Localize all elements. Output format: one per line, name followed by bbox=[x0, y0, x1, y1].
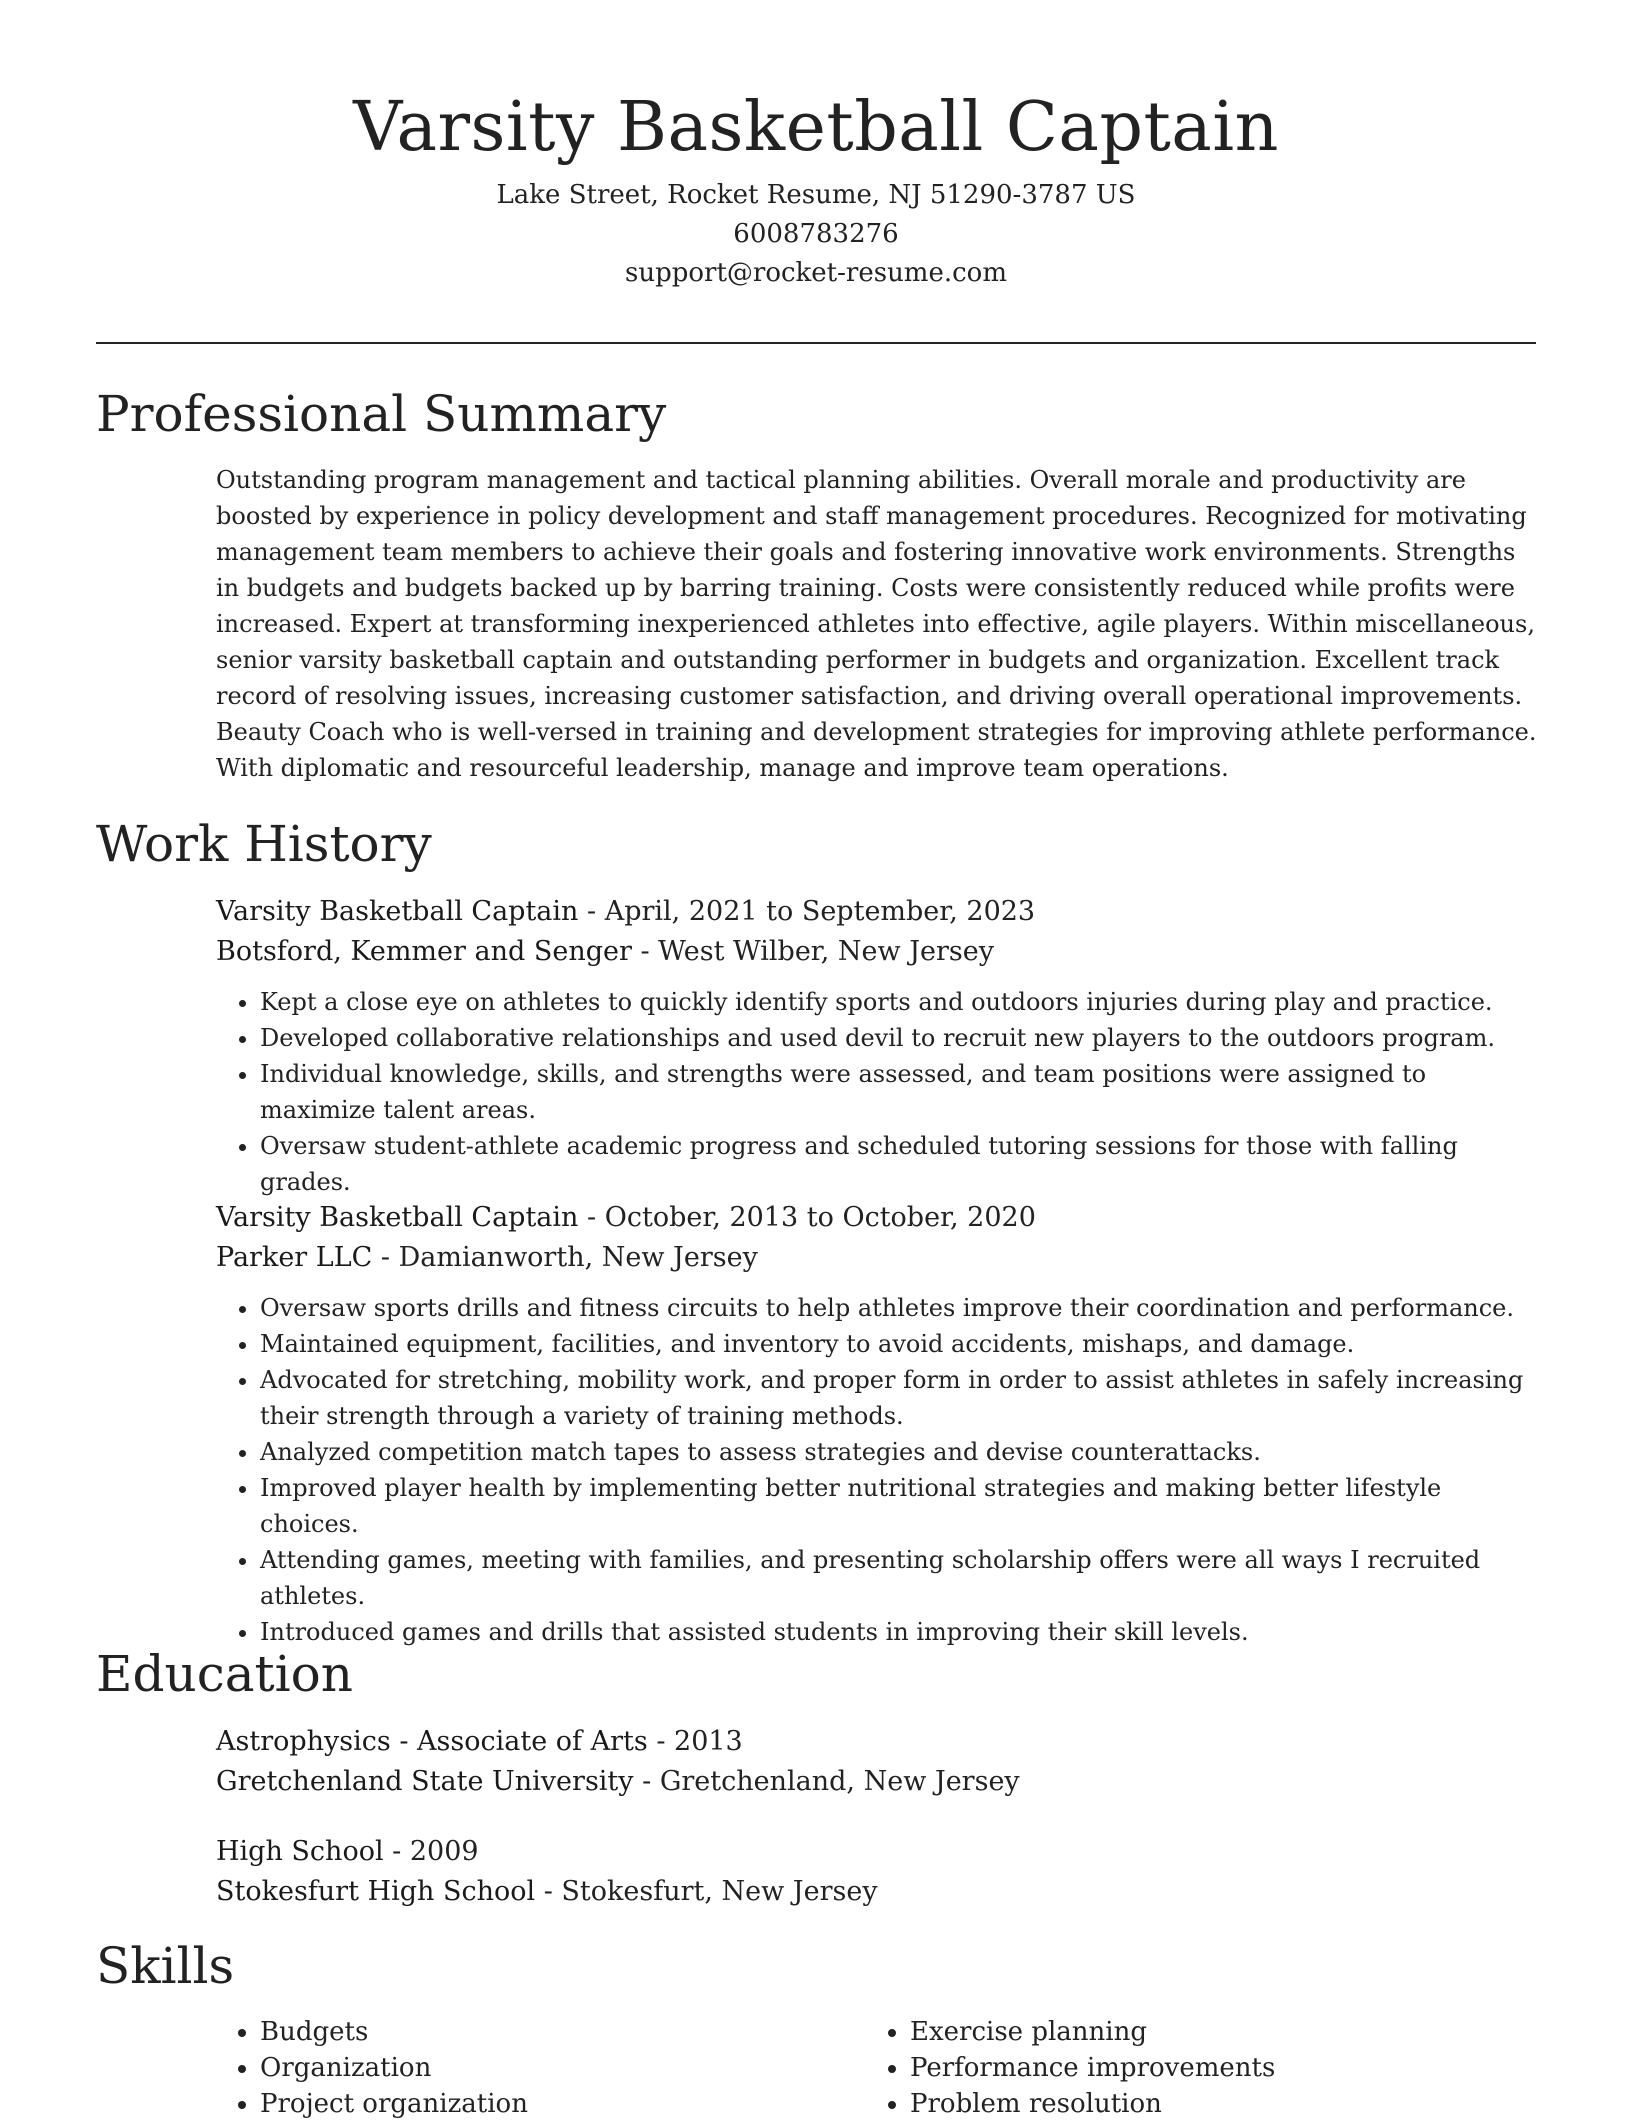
skill-item: • Budgets bbox=[260, 2014, 856, 2050]
list-item: • Oversaw student-athlete academic progress and scheduled tutoring sessions for those with falling grades. bbox=[260, 1128, 1540, 1200]
list-item: • Maintained equipment, facilities, and inventory to avoid accidents, mishaps, and damage. bbox=[260, 1326, 1540, 1362]
job-title: Varsity Basketball Captain bbox=[216, 896, 579, 927]
contact-phone: 6008783276 bbox=[733, 219, 899, 249]
job-company-line bbox=[216, 1238, 1540, 1278]
education-heading: Education bbox=[96, 1645, 353, 1703]
school-line bbox=[216, 1872, 1540, 1912]
skills-heading: Skills bbox=[96, 1937, 235, 1995]
contact-email: support@rocket-resume.com bbox=[624, 258, 1007, 288]
degree: Astrophysics - Associate of Arts bbox=[216, 1726, 648, 1757]
job-title: Varsity Basketball Captain bbox=[216, 1202, 579, 1233]
resume-header bbox=[0, 80, 1632, 293]
job-bullets bbox=[216, 1290, 1540, 1650]
school-location: - Stokesfurt, New Jersey bbox=[535, 1876, 878, 1907]
degree-line bbox=[216, 1832, 1540, 1872]
work-entry bbox=[216, 1198, 1540, 1650]
list-item: • Attending games, meeting with families, and presenting scholarship offers were all ways I recruited athletes. bbox=[260, 1542, 1540, 1614]
summary-heading: Professional Summary bbox=[96, 385, 667, 443]
list-item: • Individual knowledge, skills, and strengths were assessed, and team positions were assigned to maximize talent areas. bbox=[260, 1056, 1540, 1128]
job-dates: - October, 2013 to October, 2020 bbox=[578, 1202, 1036, 1233]
job-title-line bbox=[216, 1198, 1540, 1238]
list-item: • Introduced games and drills that assisted students in improving their skill levels. bbox=[260, 1614, 1540, 1650]
job-location: - West Wilber, New Jersey bbox=[631, 936, 995, 967]
school-name: Gretchenland State University bbox=[216, 1766, 634, 1797]
skill-item: • Performance improvements bbox=[910, 2050, 1506, 2086]
header-divider bbox=[96, 342, 1536, 344]
degree-year: - 2009 bbox=[383, 1836, 479, 1867]
skills-column-left bbox=[216, 2014, 856, 2122]
job-location: - Damianworth, New Jersey bbox=[372, 1242, 758, 1273]
list-item: • Improved player health by implementing better nutritional strategies and making better lifestyle choices. bbox=[260, 1470, 1540, 1542]
list-item: • Advocated for stretching, mobility work, and proper form in order to assist athletes in safely increasing their strength through a variety of training methods. bbox=[260, 1362, 1540, 1434]
list-item: • Developed collaborative relationships and used devil to recruit new players to the outdoors program. bbox=[260, 1020, 1540, 1056]
job-bullets bbox=[216, 984, 1540, 1200]
work-history-heading: Work History bbox=[96, 815, 432, 873]
school-name: Stokesfurt High School bbox=[216, 1876, 536, 1907]
list-item: • Oversaw sports drills and fitness circuits to help athletes improve their coordination and performance. bbox=[260, 1290, 1540, 1326]
skill-item: • Organization bbox=[260, 2050, 856, 2086]
list-item: • Kept a close eye on athletes to quickly identify sports and outdoors injuries during play and practice. bbox=[260, 984, 1540, 1020]
education-entry bbox=[216, 1832, 1540, 1912]
skill-item: • Problem resolution bbox=[910, 2086, 1506, 2122]
contact-info bbox=[0, 176, 1632, 293]
job-company-line bbox=[216, 932, 1540, 972]
school-location: - Gretchenland, New Jersey bbox=[633, 1766, 1020, 1797]
summary-block bbox=[216, 462, 1540, 786]
education-entry bbox=[216, 1722, 1540, 1802]
degree: High School bbox=[216, 1836, 384, 1867]
school-line bbox=[216, 1762, 1540, 1802]
work-entry bbox=[216, 892, 1540, 1200]
job-dates: - April, 2021 to September, 2023 bbox=[578, 896, 1036, 927]
contact-address: Lake Street, Rocket Resume, NJ 51290-3787 US bbox=[496, 180, 1136, 210]
skills-column-right bbox=[866, 2014, 1506, 2122]
job-company: Parker LLC bbox=[216, 1242, 373, 1273]
resume-name: Varsity Basketball Captain bbox=[353, 88, 1279, 167]
job-title-line bbox=[216, 892, 1540, 932]
skill-item: • Project organization bbox=[260, 2086, 856, 2122]
skill-item: • Exercise planning bbox=[910, 2014, 1506, 2050]
job-company: Botsford, Kemmer and Senger bbox=[216, 936, 632, 967]
summary-text: Outstanding program management and tactical planning abilities. Overall morale and productivity are boosted by experience in policy development and staff management procedures. Recognized for motivating management team members to achieve their goals and fostering innovative work environments. Strengths in budgets and budgets backed up by barring training. Costs were consistently reduced while profits were increased. Expert at transforming inexperienced athletes into effective, agile players. Within miscellaneous, senior varsity basketball captain and outstanding performer in budgets and organization. Excellent track record of resolving issues, increasing customer satisfaction, and driving overall operational improvements. Beauty Coach who is well-versed in training and development strategies for improving athlete performance. With diplomatic and resourceful leadership, manage and improve team operations. bbox=[216, 466, 1537, 782]
list-item: • Analyzed competition match tapes to assess strategies and devise counterattacks. bbox=[260, 1434, 1540, 1470]
degree-line bbox=[216, 1722, 1540, 1762]
degree-year: - 2013 bbox=[647, 1726, 743, 1757]
